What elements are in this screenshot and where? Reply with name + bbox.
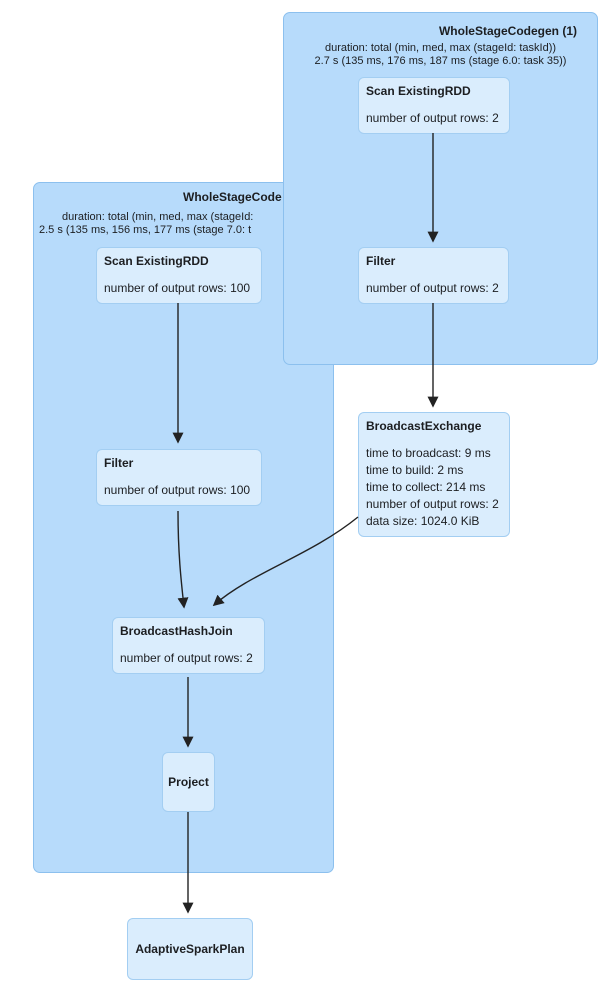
node-metric: number of output rows: 2 bbox=[120, 651, 253, 665]
plan-node-scan-existing-rdd-2 bbox=[96, 247, 262, 304]
plan-node-broadcast-hash-join bbox=[112, 617, 265, 674]
plan-node-filter-2 bbox=[96, 449, 262, 506]
cluster-duration-label: duration: total (min, med, max (stageId: bbox=[62, 211, 254, 223]
node-title: AdaptiveSparkPlan bbox=[135, 942, 245, 956]
cluster-whole-stage-codegen-1 bbox=[283, 12, 598, 365]
node-metric: number of output rows: 2 bbox=[366, 111, 499, 125]
cluster-duration-value: 2.5 s (135 ms, 156 ms, 177 ms (stage 7.0: t bbox=[39, 224, 252, 236]
node-title: Project bbox=[168, 775, 209, 789]
plan-node-scan-existing-rdd-1 bbox=[358, 77, 510, 134]
node-metric: time to broadcast: 9 ms bbox=[366, 446, 491, 460]
plan-node-project bbox=[162, 752, 215, 812]
node-metric: number of output rows: 100 bbox=[104, 483, 251, 497]
node-metric: number of output rows: 2 bbox=[366, 281, 499, 295]
plan-node-adaptive-spark-plan bbox=[127, 918, 253, 980]
node-title: Scan ExistingRDD bbox=[366, 84, 471, 98]
node-metric: time to build: 2 ms bbox=[366, 463, 464, 477]
node-metric: number of output rows: 2 bbox=[366, 497, 499, 511]
node-metric: data size: 1024.0 KiB bbox=[366, 514, 480, 528]
cluster-duration-label: duration: total (min, med, max (stageId: taskId)) bbox=[324, 42, 557, 54]
node-title: Scan ExistingRDD bbox=[104, 254, 209, 268]
plan-node-filter-1 bbox=[358, 247, 509, 304]
node-title: BroadcastHashJoin bbox=[120, 624, 233, 638]
cluster-title: WholeStageCodegen (1) bbox=[438, 24, 577, 38]
node-title: Filter bbox=[104, 456, 134, 470]
plan-node-broadcast-exchange bbox=[358, 412, 510, 537]
node-metric: number of output rows: 100 bbox=[104, 281, 251, 295]
node-title: BroadcastExchange bbox=[366, 419, 482, 433]
node-title: Filter bbox=[366, 254, 396, 268]
cluster-title: WholeStageCode bbox=[183, 190, 282, 204]
node-metric: time to collect: 214 ms bbox=[366, 480, 486, 494]
cluster-duration-value: 2.7 s (135 ms, 176 ms, 187 ms (stage 6.0: task 35)) bbox=[314, 55, 567, 67]
